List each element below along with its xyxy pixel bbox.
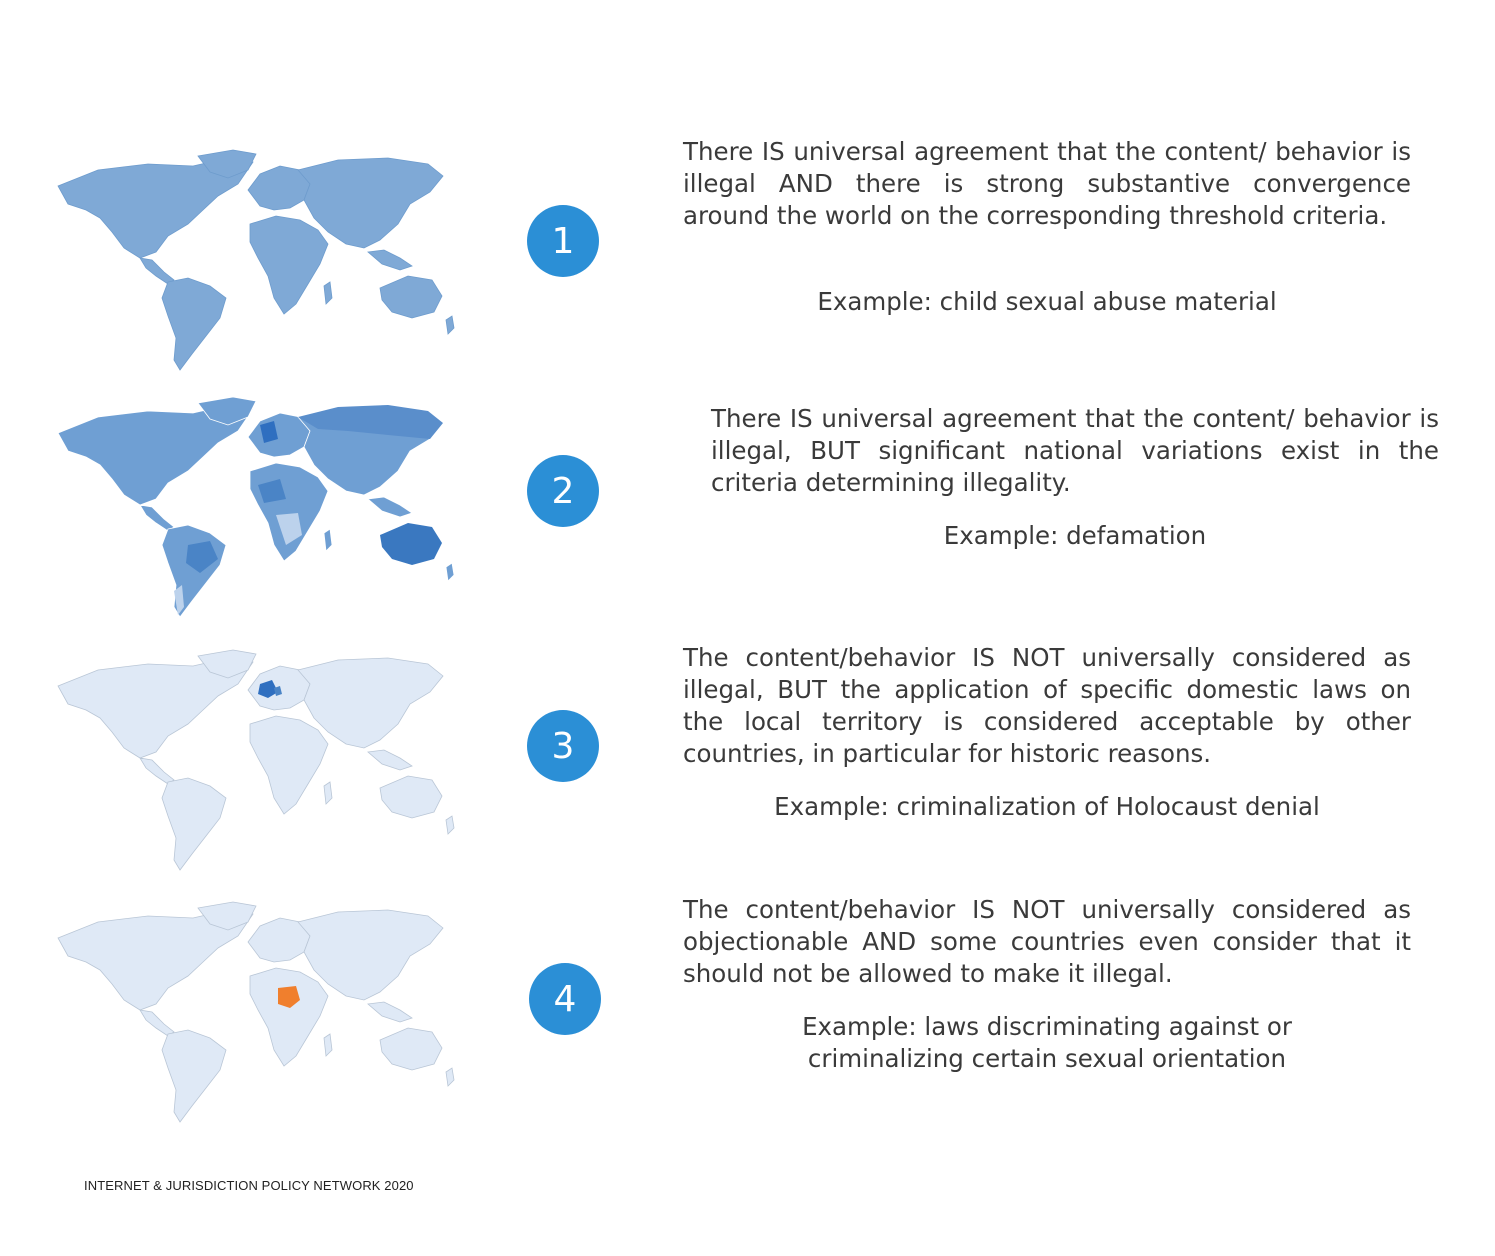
category-number-badge: 2 [527,455,599,527]
world-map-varied-icon [28,395,458,620]
category-number-badge: 3 [527,710,599,782]
world-map-uniform-icon [28,148,458,373]
world-map-europe-highlight-icon [28,648,458,873]
category-description: There IS universal agreement that the content/ behavior is illegal AND there is strong substantive convergence around the world on the corresponding threshold criteria. [683,137,1411,230]
category-number-badge: 4 [529,963,601,1035]
category-description: The content/behavior IS NOT universally considered as objectionable AND some countries even consider that it should not be allowed to make it illegal. [683,895,1411,988]
category-description: There IS universal agreement that the content/ behavior is illegal, BUT significant national variations exist in the criteria determining illegality. [711,404,1439,497]
world-map-africa-highlight-icon [28,900,458,1125]
category-example: Example: laws discriminating against or criminalizing certain sexual orientation [802,1012,1292,1073]
category-description: The content/behavior IS NOT universally considered as illegal, BUT the application of specific domestic laws on the local territory is considered acceptable by other countries, in particular for historic reasons. [683,643,1411,768]
category-example: Example: child sexual abuse material [817,287,1277,316]
category-example: Example: criminalization of Holocaust denial [774,792,1320,821]
category-number-badge: 1 [527,205,599,277]
category-example: Example: defamation [943,521,1207,550]
footer-credit: INTERNET & JURISDICTION POLICY NETWORK 2020 [84,1178,414,1193]
